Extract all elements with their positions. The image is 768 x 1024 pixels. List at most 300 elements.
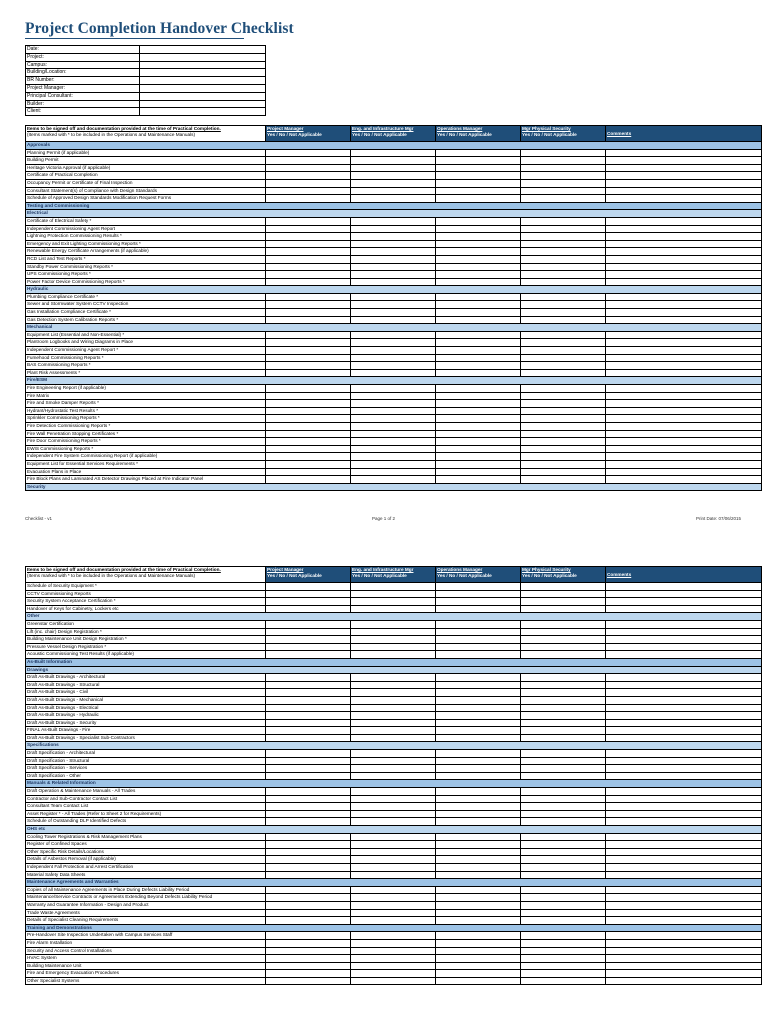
physical-security-signoff-cell[interactable] [521, 810, 606, 818]
physical-security-signoff-cell[interactable] [521, 400, 606, 408]
eng-infrastructure-signoff-cell[interactable] [351, 757, 436, 765]
project-manager-signoff-cell[interactable] [266, 734, 351, 742]
operations-manager-signoff-cell[interactable] [436, 696, 521, 704]
comments-cell[interactable] [606, 734, 762, 742]
operations-manager-signoff-cell[interactable] [436, 636, 521, 644]
physical-security-signoff-cell[interactable] [521, 468, 606, 476]
comments-cell[interactable] [606, 977, 762, 985]
physical-security-signoff-cell[interactable] [521, 643, 606, 651]
project-manager-signoff-cell[interactable] [266, 233, 351, 241]
physical-security-signoff-cell[interactable] [521, 765, 606, 773]
comments-cell[interactable] [606, 309, 762, 317]
comments-cell[interactable] [606, 362, 762, 370]
project-manager-signoff-cell[interactable] [266, 689, 351, 697]
project-manager-signoff-cell[interactable] [266, 788, 351, 796]
operations-manager-signoff-cell[interactable] [436, 233, 521, 241]
comments-cell[interactable] [606, 347, 762, 355]
physical-security-signoff-cell[interactable] [521, 445, 606, 453]
physical-security-signoff-cell[interactable] [521, 788, 606, 796]
project-manager-signoff-cell[interactable] [266, 422, 351, 430]
comments-cell[interactable] [606, 681, 762, 689]
operations-manager-signoff-cell[interactable] [436, 795, 521, 803]
project-manager-signoff-cell[interactable] [266, 179, 351, 187]
project-manager-signoff-cell[interactable] [266, 810, 351, 818]
operations-manager-signoff-cell[interactable] [436, 293, 521, 301]
eng-infrastructure-signoff-cell[interactable] [351, 392, 436, 400]
physical-security-signoff-cell[interactable] [521, 149, 606, 157]
operations-manager-signoff-cell[interactable] [436, 583, 521, 591]
physical-security-signoff-cell[interactable] [521, 947, 606, 955]
physical-security-signoff-cell[interactable] [521, 620, 606, 628]
eng-infrastructure-signoff-cell[interactable] [351, 460, 436, 468]
comments-cell[interactable] [606, 750, 762, 758]
project-manager-signoff-cell[interactable] [266, 894, 351, 902]
operations-manager-signoff-cell[interactable] [436, 369, 521, 377]
comments-cell[interactable] [606, 856, 762, 864]
physical-security-signoff-cell[interactable] [521, 750, 606, 758]
eng-infrastructure-signoff-cell[interactable] [351, 818, 436, 826]
operations-manager-signoff-cell[interactable] [436, 674, 521, 682]
operations-manager-signoff-cell[interactable] [436, 149, 521, 157]
operations-manager-signoff-cell[interactable] [436, 248, 521, 256]
physical-security-signoff-cell[interactable] [521, 430, 606, 438]
project-manager-signoff-cell[interactable] [266, 172, 351, 180]
operations-manager-signoff-cell[interactable] [436, 643, 521, 651]
comments-cell[interactable] [606, 689, 762, 697]
comments-cell[interactable] [606, 385, 762, 393]
comments-cell[interactable] [606, 164, 762, 172]
eng-infrastructure-signoff-cell[interactable] [351, 750, 436, 758]
physical-security-signoff-cell[interactable] [521, 217, 606, 225]
project-manager-signoff-cell[interactable] [266, 636, 351, 644]
project-manager-signoff-cell[interactable] [266, 590, 351, 598]
physical-security-signoff-cell[interactable] [521, 157, 606, 165]
comments-cell[interactable] [606, 886, 762, 894]
operations-manager-signoff-cell[interactable] [436, 195, 521, 203]
comments-cell[interactable] [606, 620, 762, 628]
eng-infrastructure-signoff-cell[interactable] [351, 901, 436, 909]
project-manager-signoff-cell[interactable] [266, 712, 351, 720]
project-manager-signoff-cell[interactable] [266, 354, 351, 362]
eng-infrastructure-signoff-cell[interactable] [351, 765, 436, 773]
eng-infrastructure-signoff-cell[interactable] [351, 894, 436, 902]
project-manager-signoff-cell[interactable] [266, 400, 351, 408]
comments-cell[interactable] [606, 240, 762, 248]
comments-cell[interactable] [606, 255, 762, 263]
project-manager-signoff-cell[interactable] [266, 331, 351, 339]
operations-manager-signoff-cell[interactable] [436, 628, 521, 636]
physical-security-signoff-cell[interactable] [521, 453, 606, 461]
comments-cell[interactable] [606, 468, 762, 476]
comments-cell[interactable] [606, 651, 762, 659]
comments-cell[interactable] [606, 430, 762, 438]
eng-infrastructure-signoff-cell[interactable] [351, 970, 436, 978]
comments-cell[interactable] [606, 841, 762, 849]
project-manager-signoff-cell[interactable] [266, 278, 351, 286]
operations-manager-signoff-cell[interactable] [436, 719, 521, 727]
project-manager-signoff-cell[interactable] [266, 157, 351, 165]
project-manager-signoff-cell[interactable] [266, 681, 351, 689]
operations-manager-signoff-cell[interactable] [436, 385, 521, 393]
project-manager-signoff-cell[interactable] [266, 362, 351, 370]
eng-infrastructure-signoff-cell[interactable] [351, 620, 436, 628]
physical-security-signoff-cell[interactable] [521, 719, 606, 727]
physical-security-signoff-cell[interactable] [521, 856, 606, 864]
physical-security-signoff-cell[interactable] [521, 696, 606, 704]
physical-security-signoff-cell[interactable] [521, 628, 606, 636]
physical-security-signoff-cell[interactable] [521, 651, 606, 659]
physical-security-signoff-cell[interactable] [521, 901, 606, 909]
comments-cell[interactable] [606, 460, 762, 468]
project-manager-signoff-cell[interactable] [266, 453, 351, 461]
eng-infrastructure-signoff-cell[interactable] [351, 476, 436, 484]
eng-infrastructure-signoff-cell[interactable] [351, 248, 436, 256]
comments-cell[interactable] [606, 727, 762, 735]
project-manager-signoff-cell[interactable] [266, 939, 351, 947]
operations-manager-signoff-cell[interactable] [436, 225, 521, 233]
eng-infrastructure-signoff-cell[interactable] [351, 734, 436, 742]
comments-cell[interactable] [606, 301, 762, 309]
operations-manager-signoff-cell[interactable] [436, 445, 521, 453]
project-manager-signoff-cell[interactable] [266, 856, 351, 864]
project-manager-signoff-cell[interactable] [266, 841, 351, 849]
comments-cell[interactable] [606, 583, 762, 591]
eng-infrastructure-signoff-cell[interactable] [351, 636, 436, 644]
comments-cell[interactable] [606, 225, 762, 233]
comments-cell[interactable] [606, 788, 762, 796]
eng-infrastructure-signoff-cell[interactable] [351, 430, 436, 438]
eng-infrastructure-signoff-cell[interactable] [351, 651, 436, 659]
project-manager-signoff-cell[interactable] [266, 977, 351, 985]
operations-manager-signoff-cell[interactable] [436, 157, 521, 165]
eng-infrastructure-signoff-cell[interactable] [351, 628, 436, 636]
eng-infrastructure-signoff-cell[interactable] [351, 871, 436, 879]
operations-manager-signoff-cell[interactable] [436, 939, 521, 947]
comments-cell[interactable] [606, 810, 762, 818]
comments-cell[interactable] [606, 932, 762, 940]
physical-security-signoff-cell[interactable] [521, 712, 606, 720]
comments-cell[interactable] [606, 833, 762, 841]
project-manager-signoff-cell[interactable] [266, 955, 351, 963]
physical-security-signoff-cell[interactable] [521, 187, 606, 195]
operations-manager-signoff-cell[interactable] [436, 605, 521, 613]
project-manager-signoff-cell[interactable] [266, 643, 351, 651]
eng-infrastructure-signoff-cell[interactable] [351, 932, 436, 940]
physical-security-signoff-cell[interactable] [521, 833, 606, 841]
physical-security-signoff-cell[interactable] [521, 734, 606, 742]
physical-security-signoff-cell[interactable] [521, 590, 606, 598]
physical-security-signoff-cell[interactable] [521, 278, 606, 286]
physical-security-signoff-cell[interactable] [521, 301, 606, 309]
operations-manager-signoff-cell[interactable] [436, 620, 521, 628]
eng-infrastructure-signoff-cell[interactable] [351, 947, 436, 955]
operations-manager-signoff-cell[interactable] [436, 681, 521, 689]
project-manager-signoff-cell[interactable] [266, 970, 351, 978]
comments-cell[interactable] [606, 628, 762, 636]
project-manager-signoff-cell[interactable] [266, 385, 351, 393]
physical-security-signoff-cell[interactable] [521, 248, 606, 256]
comments-cell[interactable] [606, 217, 762, 225]
project-manager-signoff-cell[interactable] [266, 164, 351, 172]
physical-security-signoff-cell[interactable] [521, 422, 606, 430]
project-manager-signoff-cell[interactable] [266, 369, 351, 377]
eng-infrastructure-signoff-cell[interactable] [351, 681, 436, 689]
project-manager-signoff-cell[interactable] [266, 438, 351, 446]
operations-manager-signoff-cell[interactable] [436, 932, 521, 940]
project-manager-signoff-cell[interactable] [266, 415, 351, 423]
operations-manager-signoff-cell[interactable] [436, 757, 521, 765]
project-manager-signoff-cell[interactable] [266, 795, 351, 803]
project-manager-signoff-cell[interactable] [266, 605, 351, 613]
eng-infrastructure-signoff-cell[interactable] [351, 354, 436, 362]
eng-infrastructure-signoff-cell[interactable] [351, 704, 436, 712]
comments-cell[interactable] [606, 590, 762, 598]
operations-manager-signoff-cell[interactable] [436, 841, 521, 849]
physical-security-signoff-cell[interactable] [521, 795, 606, 803]
comments-cell[interactable] [606, 947, 762, 955]
operations-manager-signoff-cell[interactable] [436, 712, 521, 720]
project-manager-signoff-cell[interactable] [266, 583, 351, 591]
operations-manager-signoff-cell[interactable] [436, 430, 521, 438]
operations-manager-signoff-cell[interactable] [436, 179, 521, 187]
info-value-field[interactable] [140, 108, 266, 116]
info-value-field[interactable] [140, 53, 266, 61]
physical-security-signoff-cell[interactable] [521, 195, 606, 203]
comments-cell[interactable] [606, 263, 762, 271]
eng-infrastructure-signoff-cell[interactable] [351, 719, 436, 727]
eng-infrastructure-signoff-cell[interactable] [351, 179, 436, 187]
project-manager-signoff-cell[interactable] [266, 263, 351, 271]
physical-security-signoff-cell[interactable] [521, 309, 606, 317]
physical-security-signoff-cell[interactable] [521, 476, 606, 484]
operations-manager-signoff-cell[interactable] [436, 955, 521, 963]
project-manager-signoff-cell[interactable] [266, 445, 351, 453]
physical-security-signoff-cell[interactable] [521, 172, 606, 180]
comments-cell[interactable] [606, 674, 762, 682]
comments-cell[interactable] [606, 871, 762, 879]
comments-cell[interactable] [606, 400, 762, 408]
eng-infrastructure-signoff-cell[interactable] [351, 453, 436, 461]
project-manager-signoff-cell[interactable] [266, 598, 351, 606]
eng-infrastructure-signoff-cell[interactable] [351, 301, 436, 309]
physical-security-signoff-cell[interactable] [521, 347, 606, 355]
operations-manager-signoff-cell[interactable] [436, 278, 521, 286]
eng-infrastructure-signoff-cell[interactable] [351, 369, 436, 377]
project-manager-signoff-cell[interactable] [266, 460, 351, 468]
eng-infrastructure-signoff-cell[interactable] [351, 795, 436, 803]
operations-manager-signoff-cell[interactable] [436, 848, 521, 856]
project-manager-signoff-cell[interactable] [266, 871, 351, 879]
eng-infrastructure-signoff-cell[interactable] [351, 278, 436, 286]
physical-security-signoff-cell[interactable] [521, 886, 606, 894]
operations-manager-signoff-cell[interactable] [436, 362, 521, 370]
project-manager-signoff-cell[interactable] [266, 750, 351, 758]
operations-manager-signoff-cell[interactable] [436, 856, 521, 864]
eng-infrastructure-signoff-cell[interactable] [351, 727, 436, 735]
physical-security-signoff-cell[interactable] [521, 863, 606, 871]
eng-infrastructure-signoff-cell[interactable] [351, 674, 436, 682]
project-manager-signoff-cell[interactable] [266, 833, 351, 841]
operations-manager-signoff-cell[interactable] [436, 301, 521, 309]
physical-security-signoff-cell[interactable] [521, 704, 606, 712]
project-manager-signoff-cell[interactable] [266, 293, 351, 301]
eng-infrastructure-signoff-cell[interactable] [351, 643, 436, 651]
operations-manager-signoff-cell[interactable] [436, 476, 521, 484]
eng-infrastructure-signoff-cell[interactable] [351, 347, 436, 355]
eng-infrastructure-signoff-cell[interactable] [351, 187, 436, 195]
eng-infrastructure-signoff-cell[interactable] [351, 271, 436, 279]
project-manager-signoff-cell[interactable] [266, 719, 351, 727]
project-manager-signoff-cell[interactable] [266, 818, 351, 826]
physical-security-signoff-cell[interactable] [521, 605, 606, 613]
physical-security-signoff-cell[interactable] [521, 263, 606, 271]
comments-cell[interactable] [606, 233, 762, 241]
info-value-field[interactable] [140, 69, 266, 77]
eng-infrastructure-signoff-cell[interactable] [351, 598, 436, 606]
project-manager-signoff-cell[interactable] [266, 803, 351, 811]
eng-infrastructure-signoff-cell[interactable] [351, 149, 436, 157]
comments-cell[interactable] [606, 598, 762, 606]
project-manager-signoff-cell[interactable] [266, 339, 351, 347]
comments-cell[interactable] [606, 293, 762, 301]
operations-manager-signoff-cell[interactable] [436, 354, 521, 362]
info-value-field[interactable] [140, 84, 266, 92]
eng-infrastructure-signoff-cell[interactable] [351, 445, 436, 453]
physical-security-signoff-cell[interactable] [521, 240, 606, 248]
eng-infrastructure-signoff-cell[interactable] [351, 157, 436, 165]
eng-infrastructure-signoff-cell[interactable] [351, 590, 436, 598]
project-manager-signoff-cell[interactable] [266, 696, 351, 704]
eng-infrastructure-signoff-cell[interactable] [351, 172, 436, 180]
eng-infrastructure-signoff-cell[interactable] [351, 309, 436, 317]
eng-infrastructure-signoff-cell[interactable] [351, 833, 436, 841]
comments-cell[interactable] [606, 179, 762, 187]
operations-manager-signoff-cell[interactable] [436, 164, 521, 172]
project-manager-signoff-cell[interactable] [266, 901, 351, 909]
comments-cell[interactable] [606, 765, 762, 773]
project-manager-signoff-cell[interactable] [266, 947, 351, 955]
physical-security-signoff-cell[interactable] [521, 369, 606, 377]
comments-cell[interactable] [606, 369, 762, 377]
eng-infrastructure-signoff-cell[interactable] [351, 316, 436, 324]
operations-manager-signoff-cell[interactable] [436, 598, 521, 606]
project-manager-signoff-cell[interactable] [266, 674, 351, 682]
operations-manager-signoff-cell[interactable] [436, 772, 521, 780]
comments-cell[interactable] [606, 392, 762, 400]
comments-cell[interactable] [606, 643, 762, 651]
comments-cell[interactable] [606, 712, 762, 720]
physical-security-signoff-cell[interactable] [521, 681, 606, 689]
comments-cell[interactable] [606, 962, 762, 970]
project-manager-signoff-cell[interactable] [266, 727, 351, 735]
eng-infrastructure-signoff-cell[interactable] [351, 788, 436, 796]
eng-infrastructure-signoff-cell[interactable] [351, 255, 436, 263]
eng-infrastructure-signoff-cell[interactable] [351, 415, 436, 423]
operations-manager-signoff-cell[interactable] [436, 704, 521, 712]
project-manager-signoff-cell[interactable] [266, 772, 351, 780]
physical-security-signoff-cell[interactable] [521, 803, 606, 811]
eng-infrastructure-signoff-cell[interactable] [351, 438, 436, 446]
physical-security-signoff-cell[interactable] [521, 955, 606, 963]
info-value-field[interactable] [140, 61, 266, 69]
operations-manager-signoff-cell[interactable] [436, 734, 521, 742]
eng-infrastructure-signoff-cell[interactable] [351, 331, 436, 339]
operations-manager-signoff-cell[interactable] [436, 833, 521, 841]
info-value-field[interactable] [140, 92, 266, 100]
physical-security-signoff-cell[interactable] [521, 225, 606, 233]
physical-security-signoff-cell[interactable] [521, 772, 606, 780]
comments-cell[interactable] [606, 696, 762, 704]
physical-security-signoff-cell[interactable] [521, 848, 606, 856]
eng-infrastructure-signoff-cell[interactable] [351, 803, 436, 811]
operations-manager-signoff-cell[interactable] [436, 309, 521, 317]
operations-manager-signoff-cell[interactable] [436, 886, 521, 894]
physical-security-signoff-cell[interactable] [521, 932, 606, 940]
project-manager-signoff-cell[interactable] [266, 932, 351, 940]
physical-security-signoff-cell[interactable] [521, 164, 606, 172]
eng-infrastructure-signoff-cell[interactable] [351, 696, 436, 704]
comments-cell[interactable] [606, 172, 762, 180]
eng-infrastructure-signoff-cell[interactable] [351, 339, 436, 347]
physical-security-signoff-cell[interactable] [521, 460, 606, 468]
comments-cell[interactable] [606, 407, 762, 415]
eng-infrastructure-signoff-cell[interactable] [351, 909, 436, 917]
eng-infrastructure-signoff-cell[interactable] [351, 863, 436, 871]
operations-manager-signoff-cell[interactable] [436, 871, 521, 879]
physical-security-signoff-cell[interactable] [521, 894, 606, 902]
eng-infrastructure-signoff-cell[interactable] [351, 810, 436, 818]
physical-security-signoff-cell[interactable] [521, 909, 606, 917]
eng-infrastructure-signoff-cell[interactable] [351, 917, 436, 925]
comments-cell[interactable] [606, 149, 762, 157]
eng-infrastructure-signoff-cell[interactable] [351, 400, 436, 408]
comments-cell[interactable] [606, 955, 762, 963]
eng-infrastructure-signoff-cell[interactable] [351, 217, 436, 225]
physical-security-signoff-cell[interactable] [521, 362, 606, 370]
eng-infrastructure-signoff-cell[interactable] [351, 962, 436, 970]
eng-infrastructure-signoff-cell[interactable] [351, 841, 436, 849]
operations-manager-signoff-cell[interactable] [436, 438, 521, 446]
eng-infrastructure-signoff-cell[interactable] [351, 856, 436, 864]
physical-security-signoff-cell[interactable] [521, 871, 606, 879]
info-value-field[interactable] [140, 46, 266, 54]
project-manager-signoff-cell[interactable] [266, 309, 351, 317]
eng-infrastructure-signoff-cell[interactable] [351, 605, 436, 613]
project-manager-signoff-cell[interactable] [266, 886, 351, 894]
physical-security-signoff-cell[interactable] [521, 636, 606, 644]
operations-manager-signoff-cell[interactable] [436, 917, 521, 925]
operations-manager-signoff-cell[interactable] [436, 970, 521, 978]
physical-security-signoff-cell[interactable] [521, 962, 606, 970]
project-manager-signoff-cell[interactable] [266, 620, 351, 628]
project-manager-signoff-cell[interactable] [266, 195, 351, 203]
comments-cell[interactable] [606, 719, 762, 727]
project-manager-signoff-cell[interactable] [266, 468, 351, 476]
comments-cell[interactable] [606, 795, 762, 803]
physical-security-signoff-cell[interactable] [521, 689, 606, 697]
project-manager-signoff-cell[interactable] [266, 628, 351, 636]
physical-security-signoff-cell[interactable] [521, 818, 606, 826]
project-manager-signoff-cell[interactable] [266, 149, 351, 157]
operations-manager-signoff-cell[interactable] [436, 788, 521, 796]
operations-manager-signoff-cell[interactable] [436, 271, 521, 279]
comments-cell[interactable] [606, 848, 762, 856]
project-manager-signoff-cell[interactable] [266, 217, 351, 225]
project-manager-signoff-cell[interactable] [266, 757, 351, 765]
eng-infrastructure-signoff-cell[interactable] [351, 422, 436, 430]
comments-cell[interactable] [606, 818, 762, 826]
comments-cell[interactable] [606, 476, 762, 484]
